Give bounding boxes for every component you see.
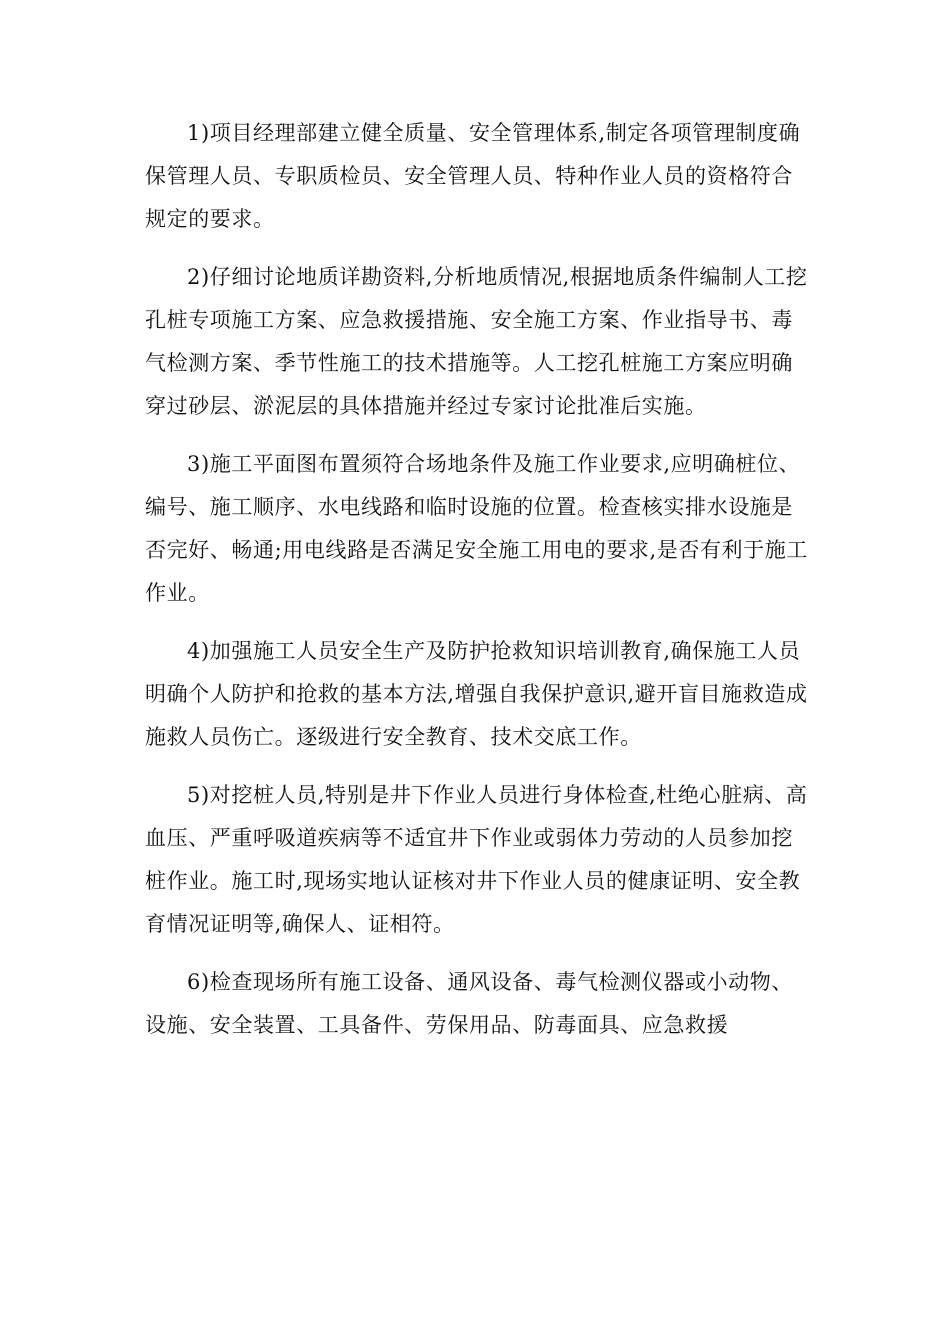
paragraph-2: 2)仔细讨论地质详勘资料,分析地质情况,根据地质条件编制人工挖孔桩专项施工方案、应急救援措施、安全施工方案、作业指导书、毒气检测方案、季节性施工的技术措施等。人工挖孔桩施工方案应明确穿过砂层、淤泥层的具体措施并经过专家讨论批准后实施。 bbox=[145, 265, 808, 418]
paragraph-3: 3)施工平面图布置须符合场地条件及施工作业要求,应明确桩位、编号、施工顺序、水电线路和临时设施的位置。检查核实排水设施是否完好、畅通;用电线路是否满足安全施工用电的要求,是否有利于施工作业。 bbox=[145, 452, 808, 605]
paragraph-4: 4)加强施工人员安全生产及防护抢救知识培训教育,确保施工人员明确个人防护和抢救的基本方法,增强自我保护意识,避开盲目施救造成施救人员伤亡。逐级进行安全教育、技术交底工作。 bbox=[145, 639, 808, 749]
paragraph-5: 5)对挖桩人员,特别是井下作业人员进行身体检查,杜绝心脏病、高血压、严重呼吸道疾病等不适宜井下作业或弱体力劳动的人员参加挖桩作业。施工时,现场实地认证核对井下作业人员的健康证明、安全教育情况证明等,确保人、证相符。 bbox=[145, 783, 808, 936]
paragraph-1: 1)项目经理部建立健全质量、安全管理体系,制定各项管理制度确保管理人员、专职质检员、安全管理人员、特种作业人员的资格符合规定的要求。 bbox=[145, 121, 801, 231]
paragraph-6: 6)检查现场所有施工设备、通风设备、毒气检测仪器或小动物、设施、安全装置、工具备件、劳保用品、防毒面具、应急救援 bbox=[145, 970, 793, 1037]
document-body bbox=[145, 112, 810, 1047]
